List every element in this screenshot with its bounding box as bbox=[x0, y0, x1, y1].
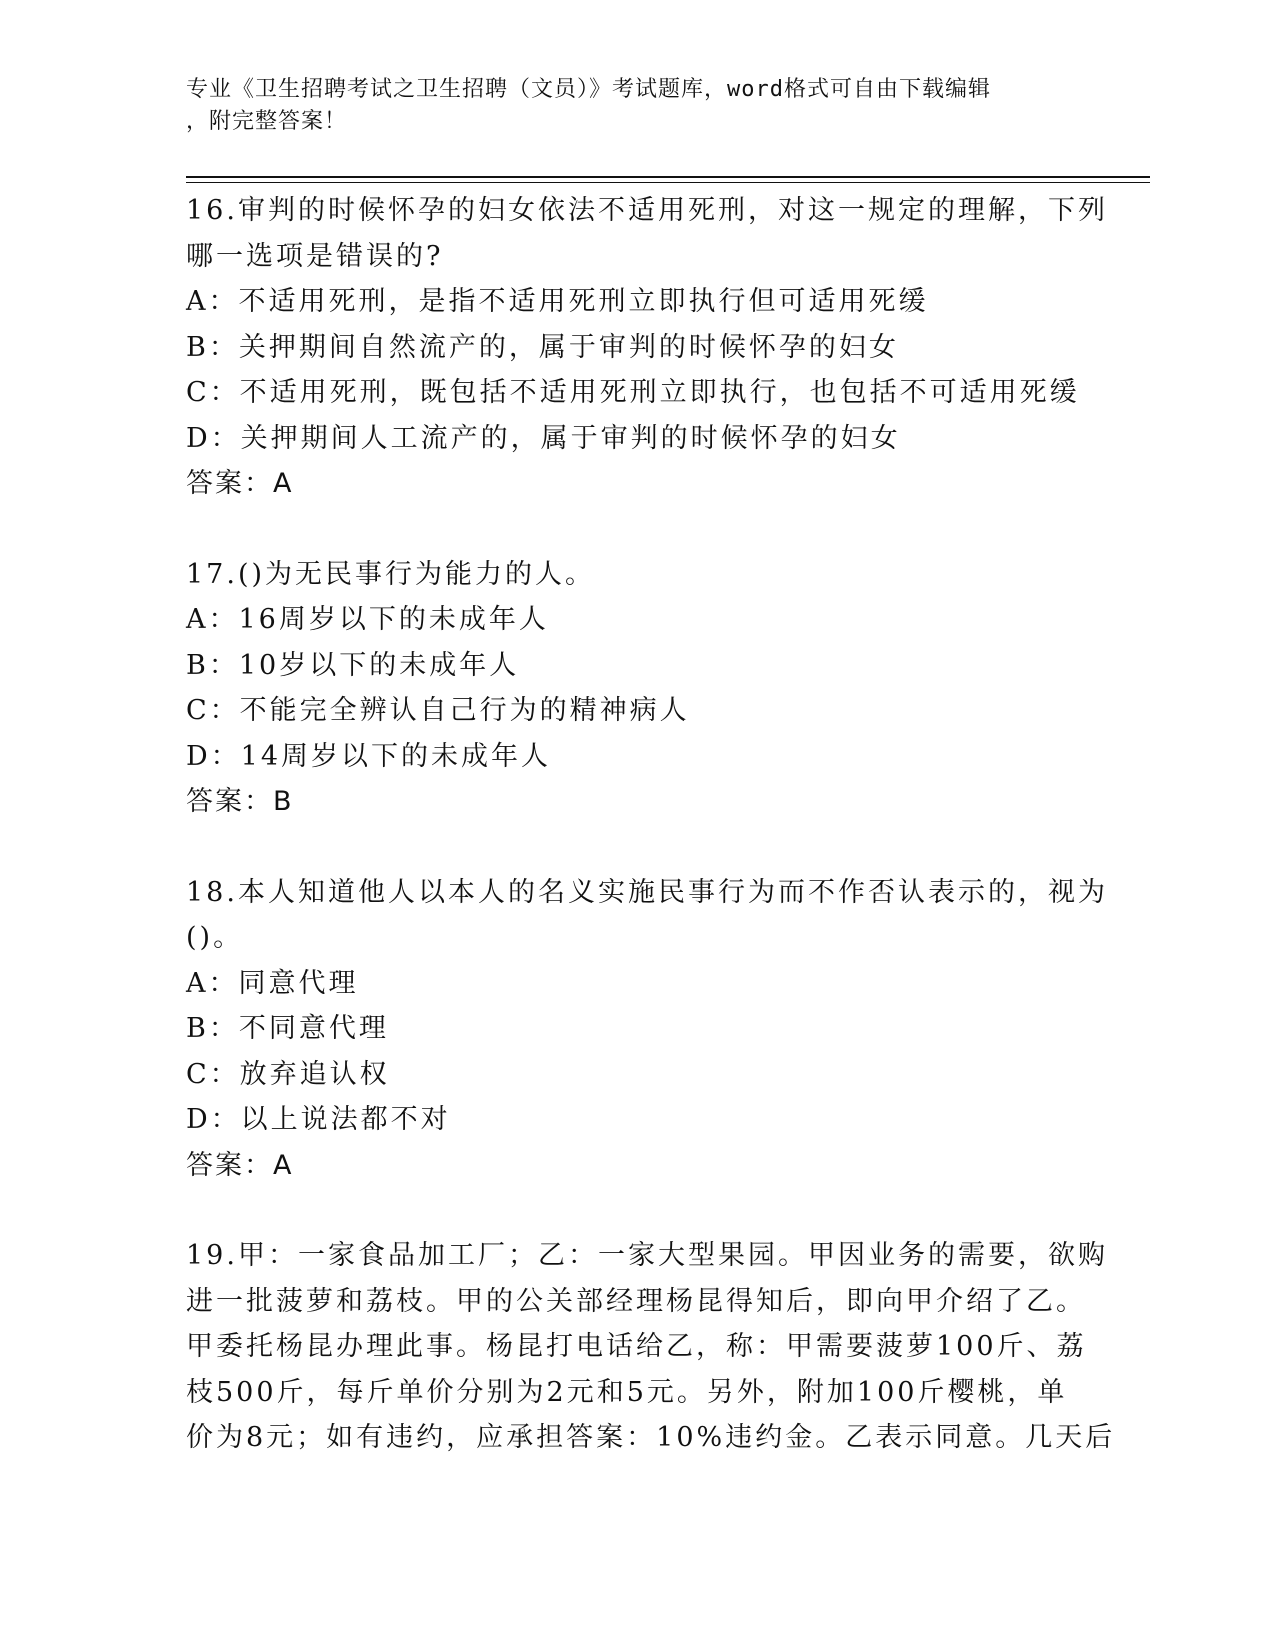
question-spacer bbox=[186, 507, 1086, 552]
option-b: B：10岁以下的未成年人 bbox=[186, 649, 520, 681]
question-spacer bbox=[186, 1188, 1086, 1233]
option-a: A：16周岁以下的未成年人 bbox=[186, 604, 549, 635]
option-b: B：关押期间自然流产的，属于审判的时候怀孕的妇女 bbox=[186, 331, 899, 363]
header-divider-thin bbox=[186, 182, 1150, 183]
question-list bbox=[186, 188, 1116, 1461]
option-a: A：不适用死刑，是指不适用死刑立即执行但可适用死缓 bbox=[186, 286, 929, 317]
option-d: D：以上说法都不对 bbox=[186, 1104, 451, 1135]
option-b: B：不同意代理 bbox=[186, 1013, 389, 1044]
question-16 bbox=[186, 188, 1108, 507]
header-line-1: 专业《卫生招聘考试之卫生招聘（文员）》考试题库，word格式可自由下载编辑 bbox=[186, 77, 991, 102]
question-17 bbox=[186, 552, 1086, 825]
question-stem-line: 甲委托杨昆办理此事。杨昆打电话给乙，称：甲需要菠萝100斤、荔 bbox=[186, 1331, 1087, 1362]
question-stem-line: 哪一选项是错误的? bbox=[186, 240, 444, 272]
answer-line: 答案：A bbox=[186, 1149, 294, 1181]
option-a: A：同意代理 bbox=[186, 967, 359, 999]
question-spacer bbox=[186, 825, 1086, 870]
option-c: C：放弃追认权 bbox=[186, 1058, 390, 1090]
header-line-2: ，附完整答案！ bbox=[186, 109, 348, 134]
question-stem-line: 17.()为无民事行为能力的人。 bbox=[186, 558, 596, 590]
answer-line: 答案：B bbox=[186, 786, 294, 817]
option-c: C：不能完全辨认自己行为的精神病人 bbox=[186, 695, 690, 726]
question-stem-line: 18.本人知道他人以本人的名义实施民事行为而不作否认表示的，视为 bbox=[186, 876, 1108, 908]
question-stem-line: 价为8元；如有违约，应承担答案：10%违约金。乙表示同意。几天后 bbox=[186, 1422, 1116, 1453]
answer-line: 答案：A bbox=[186, 468, 294, 499]
question-19 bbox=[186, 1233, 1116, 1461]
option-d: D：关押期间人工流产的，属于审判的时候怀孕的妇女 bbox=[186, 422, 901, 454]
question-18 bbox=[186, 870, 1108, 1189]
question-stem-line: 进一批菠萝和荔枝。甲的公关部经理杨昆得知后，即向甲介绍了乙。 bbox=[186, 1285, 1086, 1317]
document-header bbox=[186, 74, 1086, 138]
option-d: D：14周岁以下的未成年人 bbox=[186, 740, 552, 772]
option-c: C：不适用死刑，既包括不适用死刑立即执行，也包括不可适用死缓 bbox=[186, 377, 1080, 408]
question-stem-line: 枝500斤，每斤单价分别为2元和5元。另外，附加100斤樱桃，单 bbox=[186, 1376, 1068, 1408]
header-divider-thick bbox=[186, 176, 1150, 178]
question-stem-line: 19.甲：一家食品加工厂；乙：一家大型果园。甲因业务的需要，欲购 bbox=[186, 1240, 1108, 1271]
question-stem-line: 16.审判的时候怀孕的妇女依法不适用死刑，对这一规定的理解，下列 bbox=[186, 195, 1108, 226]
question-stem-line: ()。 bbox=[186, 922, 244, 953]
